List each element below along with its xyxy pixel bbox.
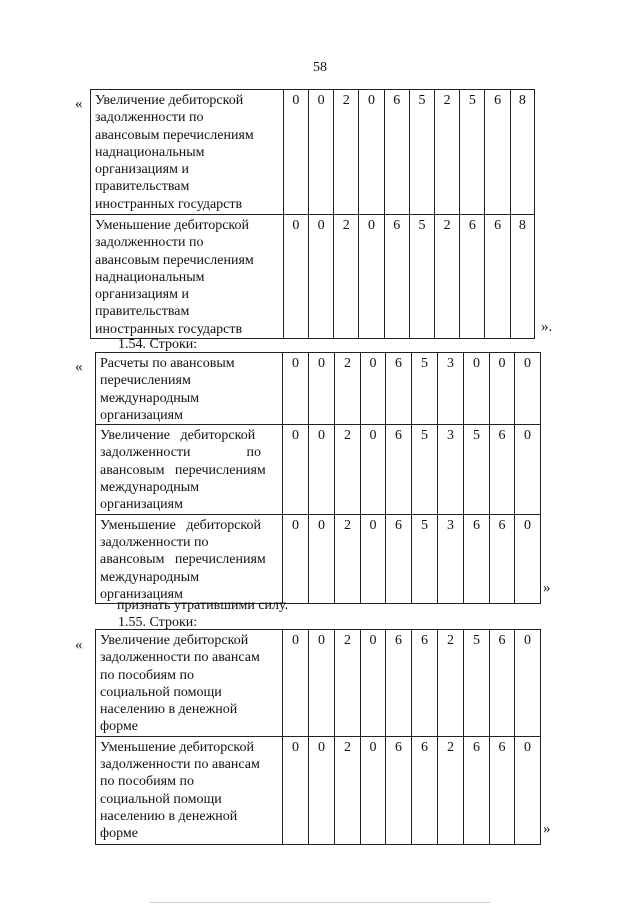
- code-digit: 5: [412, 425, 438, 514]
- closing-quote: »: [543, 580, 551, 596]
- code-digit: 5: [464, 630, 490, 737]
- code-digit: 0: [361, 736, 386, 844]
- code-digit: 5: [412, 514, 438, 603]
- repeal-note: признать утратившими силу.: [117, 598, 289, 613]
- code-digit: 2: [335, 630, 361, 737]
- table-row: [96, 425, 541, 514]
- code-digit: 0: [309, 630, 335, 737]
- section-heading: 1.54. Строки:: [118, 337, 198, 352]
- table-row: [96, 514, 541, 603]
- code-digit: 6: [386, 353, 412, 425]
- code-digit: 2: [435, 90, 460, 215]
- closing-quote: »: [543, 821, 551, 837]
- code-table: [95, 629, 541, 845]
- row-description: Увеличение дебиторской задолженности по авансам по пособиям по социальной помощи населению в денежной форме: [96, 630, 283, 737]
- code-digit: 6: [384, 215, 409, 339]
- row-description: Уменьшение дебиторской задолженности по авансовым перечислениям наднациональным организациям и правительствам иностранных государств: [91, 215, 284, 339]
- code-digit: 2: [435, 215, 460, 339]
- code-digit: 0: [464, 353, 490, 425]
- code-digit: 0: [361, 425, 386, 514]
- code-digit: 0: [515, 425, 541, 514]
- code-digit: 0: [309, 353, 335, 425]
- code-digit: 0: [283, 514, 309, 603]
- opening-quote: «: [75, 96, 83, 112]
- code-digit: 0: [283, 90, 308, 215]
- code-digit: 3: [438, 514, 464, 603]
- code-digit: 6: [490, 425, 515, 514]
- code-digit: 8: [510, 90, 534, 215]
- code-digit: 3: [438, 353, 464, 425]
- code-digit: 5: [409, 90, 434, 215]
- code-digit: 8: [510, 215, 534, 339]
- table-row: [96, 630, 541, 737]
- code-digit: 6: [386, 736, 412, 844]
- code-digit: 5: [460, 90, 485, 215]
- opening-quote: «: [75, 359, 83, 375]
- code-digit: 0: [309, 425, 335, 514]
- section-heading: 1.55. Строки:: [118, 615, 198, 630]
- code-digit: 2: [335, 353, 361, 425]
- opening-quote: «: [75, 637, 83, 653]
- code-digit: 6: [464, 736, 490, 844]
- code-digit: 0: [361, 353, 386, 425]
- code-digit: 2: [438, 736, 464, 844]
- code-digit: 0: [309, 514, 335, 603]
- code-digit: 5: [409, 215, 434, 339]
- row-description: Расчеты по авансовым перечислениям международным организациям: [96, 353, 283, 425]
- code-digit: 6: [464, 514, 490, 603]
- code-digit: 0: [515, 736, 541, 844]
- closing-quote: ».: [541, 319, 553, 335]
- row-description: Уменьшение дебиторской задолженности по авансам по пособиям по социальной помощи населению в денежной форме: [96, 736, 283, 844]
- code-digit: 6: [386, 630, 412, 737]
- code-table: [90, 89, 535, 339]
- code-digit: 0: [359, 215, 384, 339]
- code-digit: 6: [490, 736, 515, 844]
- code-digit: 2: [334, 215, 359, 339]
- code-table: [95, 352, 541, 604]
- table-row: [91, 90, 535, 215]
- code-digit: 5: [412, 353, 438, 425]
- code-digit: 0: [515, 630, 541, 737]
- code-digit: 5: [464, 425, 490, 514]
- code-digit: 0: [283, 353, 309, 425]
- code-digit: 6: [412, 630, 438, 737]
- code-digit: 0: [308, 215, 333, 339]
- code-digit: 0: [283, 215, 308, 339]
- code-digit: 6: [412, 736, 438, 844]
- code-digit: 2: [335, 736, 361, 844]
- page-number: 58: [313, 60, 327, 75]
- code-digit: 0: [283, 425, 309, 514]
- code-digit: 0: [515, 353, 541, 425]
- code-digit: 6: [490, 630, 515, 737]
- code-digit: 0: [283, 736, 309, 844]
- code-digit: 2: [334, 90, 359, 215]
- code-digit: 3: [438, 425, 464, 514]
- code-digit: 6: [490, 514, 515, 603]
- code-digit: 0: [359, 90, 384, 215]
- code-digit: 0: [309, 736, 335, 844]
- scan-edge-line: [150, 902, 490, 903]
- row-description: Увеличение дебиторской задолженности по авансовым перечислениям наднациональным организациям и правительствам иностранных государств: [91, 90, 284, 215]
- code-digit: 0: [515, 514, 541, 603]
- code-digit: 6: [460, 215, 485, 339]
- code-digit: 0: [361, 514, 386, 603]
- code-digit: 6: [386, 425, 412, 514]
- row-description: Уменьшение дебиторской задолженности по авансовым перечислениям международным организациям: [96, 514, 283, 603]
- code-digit: 0: [283, 630, 309, 737]
- code-digit: 2: [335, 514, 361, 603]
- code-digit: 2: [438, 630, 464, 737]
- table-row: [96, 736, 541, 844]
- code-digit: 0: [361, 630, 386, 737]
- code-digit: 2: [335, 425, 361, 514]
- code-digit: 0: [308, 90, 333, 215]
- code-digit: 0: [490, 353, 515, 425]
- code-digit: 6: [384, 90, 409, 215]
- code-digit: 6: [485, 90, 510, 215]
- code-digit: 6: [386, 514, 412, 603]
- row-description: Увеличение дебиторской задолженности по авансовым перечислениям международным организациям: [96, 425, 283, 514]
- code-digit: 6: [485, 215, 510, 339]
- table-row: [96, 353, 541, 425]
- table-row: [91, 215, 535, 339]
